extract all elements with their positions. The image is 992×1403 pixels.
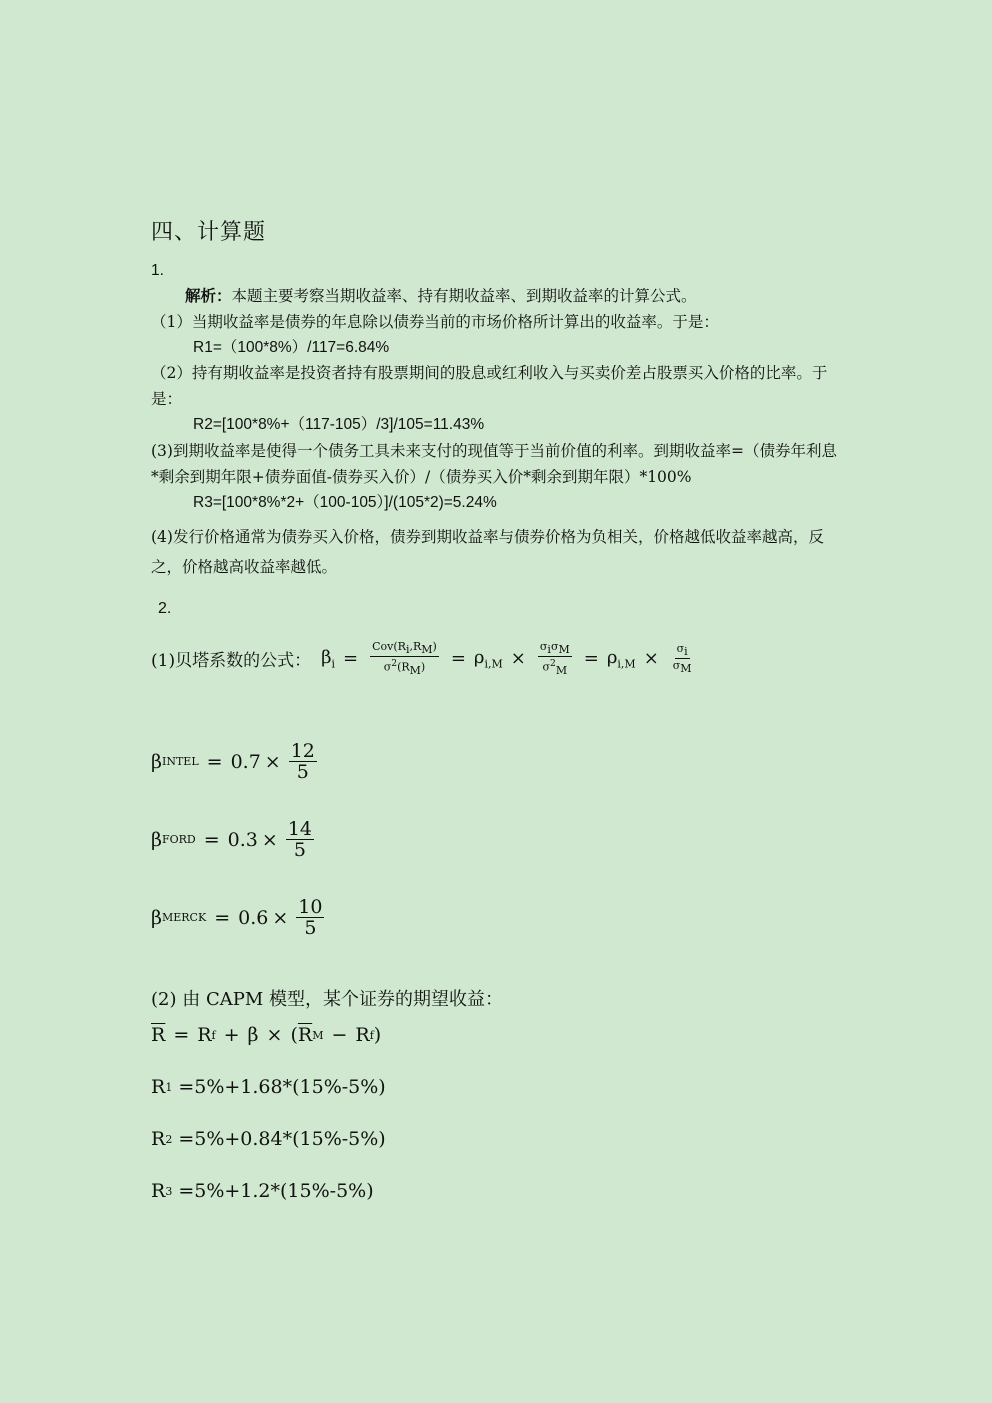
q1-formula-r3: R3=[100*8%*2+（100-105）]/(105*2)=5.24% <box>193 494 497 511</box>
beta-ford-coef: 0.3 <box>227 828 258 851</box>
times-sign-2: × <box>643 648 659 670</box>
beta-intro: (1)贝塔系数的公式： <box>151 651 312 672</box>
beta-ford-fraction: $\frac{14}{5}$ <box>287 818 312 861</box>
beta-intel-coef: 0.7 <box>230 750 261 773</box>
beta-merck-fraction: $\frac{10}{5}$ <box>298 896 323 939</box>
analysis-text: 本题主要考察当期收益率、持有期收益率、到期收益率的计算公式。 <box>231 287 697 305</box>
capm-formula: $\overline{R}$ = R f + β × ( $\overline{R}$ M − R f ) <box>151 1024 382 1046</box>
beta-merck-coef: 0.6 <box>238 906 269 929</box>
beta-intel-sub: INTEL <box>161 755 199 768</box>
equals-sign: = <box>343 648 359 670</box>
beta-ford-line: β FORD = 0.3 × $\frac{14}{5}$ <box>151 818 312 861</box>
q1-part4-text: (4)发行价格通常为债券买入价格，债券到期收益率与债券价格为负相关，价格越低收益率越高，反之，价格越高收益率越低。 <box>151 528 824 576</box>
beta-intel-line: β INTEL = 0.7 × $\frac{12}{5}$ <box>151 740 315 783</box>
equals-sign-2: = <box>450 648 466 670</box>
rho-symbol: $\rho_{i,M}$ <box>473 646 503 671</box>
q1-part3-text: (3)到期收益率是使得一个债务工具未来支付的现值等于当前价值的利率。到期收益率=（债券年利息*剩余到期年限+债券面值-债券买入价）/（债券买入价*剩余到期年限）*100% <box>151 442 837 486</box>
sigma-ratio-fraction: $\frac{\sigma_i}{\sigma_M}$ <box>672 641 692 676</box>
rho-symbol-2: $\rho_{i,M}$ <box>606 646 636 671</box>
result-r2: R 2 =5%+0.84*(15%-5%) <box>151 1128 386 1150</box>
q1-part2-text: （2）持有期收益率是投资者持有股票期间的股息或红利收入与买卖价差占股票买入价格的比率。于是： <box>151 364 828 408</box>
beta-formula-line <box>151 640 698 677</box>
q1-formula-r1: R1=（100*8%）/117=6.84% <box>193 339 390 356</box>
beta-merck-line: β MERCK = 0.6 × $\frac{10}{5}$ <box>151 896 323 939</box>
sigma-fraction: $\frac{\sigma_i\sigma_M}{\sigma^2_M}$ <box>539 640 570 678</box>
q1-part1-text: （1）当期收益率是债券的年息除以债券当前的市场价格所计算出的收益率。于是： <box>151 313 719 331</box>
question-1-number: 1. <box>151 262 164 279</box>
capm-intro: (2) 由 CAPM 模型，某个证券的期望收益： <box>151 989 503 1010</box>
beta-ford-sub: FORD <box>161 833 196 846</box>
analysis-line <box>185 283 697 309</box>
analysis-label: 解析： <box>185 286 232 305</box>
result-r3: R 3 =5%+1.2*(15%-5%) <box>151 1180 374 1202</box>
section-title: 四、计算题 <box>151 220 267 245</box>
cov-fraction: $\frac{Cov(R_i,R_M)}{\sigma^2(R_M)}$ <box>372 640 437 678</box>
equals-sign-3: = <box>583 648 599 670</box>
beta-merck-sub: MERCK <box>161 911 207 924</box>
beta-i-symbol: $\beta_i$ <box>321 646 336 671</box>
q1-formula-r2: R2=[100*8%+（117-105）/3]/105=11.43% <box>193 416 485 433</box>
times-sign: × <box>510 648 526 670</box>
question-2-number: 2. <box>158 600 172 617</box>
result-r1: R 1 =5%+1.68*(15%-5%) <box>151 1076 386 1098</box>
beta-intel-fraction: $\frac{12}{5}$ <box>290 740 315 783</box>
